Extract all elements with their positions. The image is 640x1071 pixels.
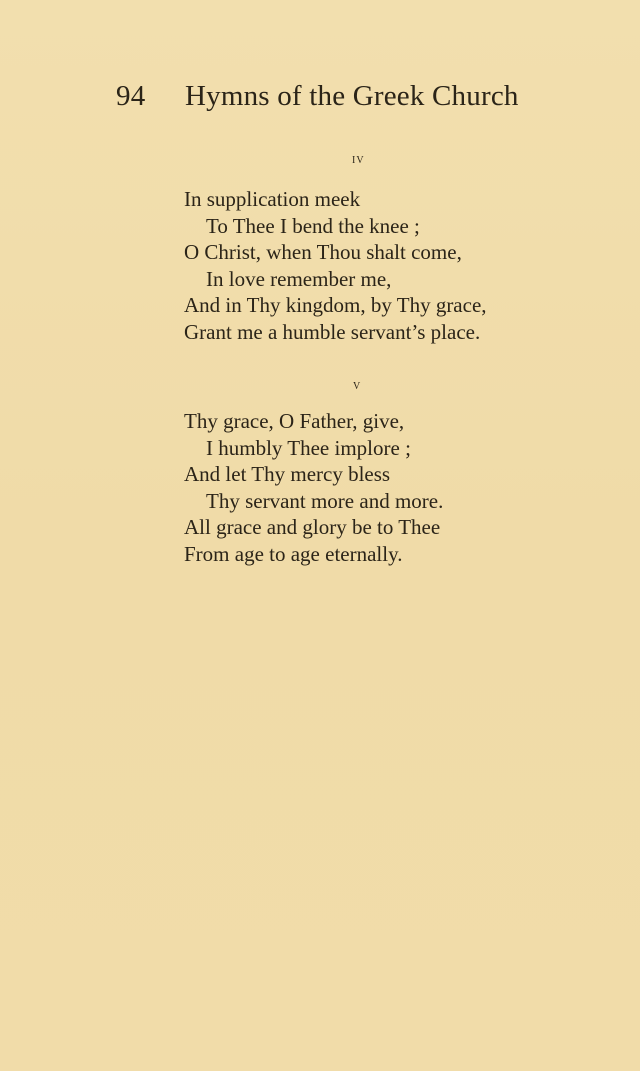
verse-line: To Thee I bend the knee ; xyxy=(206,213,420,238)
verse-line: O Christ, when Thou shalt come, xyxy=(184,240,462,264)
verse-line: Thy servant more and more. xyxy=(206,488,444,513)
stanza-v xyxy=(184,408,443,567)
verse-line: From age to age eternally. xyxy=(184,541,403,566)
verse-line: And let Thy mercy bless xyxy=(184,462,391,486)
running-head xyxy=(116,78,536,114)
stanza-iv xyxy=(184,186,487,345)
verse-line: Thy grace, O Father, give, xyxy=(184,409,405,433)
stanza-number-iv: iv xyxy=(352,152,365,167)
book-title: Hymns of the Greek Church xyxy=(185,80,519,112)
page-number: 94 xyxy=(116,80,146,112)
verse-line: In love remember me, xyxy=(206,266,392,291)
verse-line: I humbly Thee implore ; xyxy=(206,435,411,460)
stanza-number-v: v xyxy=(353,378,362,393)
verse-line: Grant me a humble servant’s place. xyxy=(184,319,481,344)
verse-line: All grace and glory be to Thee xyxy=(184,515,441,539)
verse-line: In supplication meek xyxy=(184,187,361,211)
verse-line: And in Thy kingdom, by Thy grace, xyxy=(184,293,487,317)
